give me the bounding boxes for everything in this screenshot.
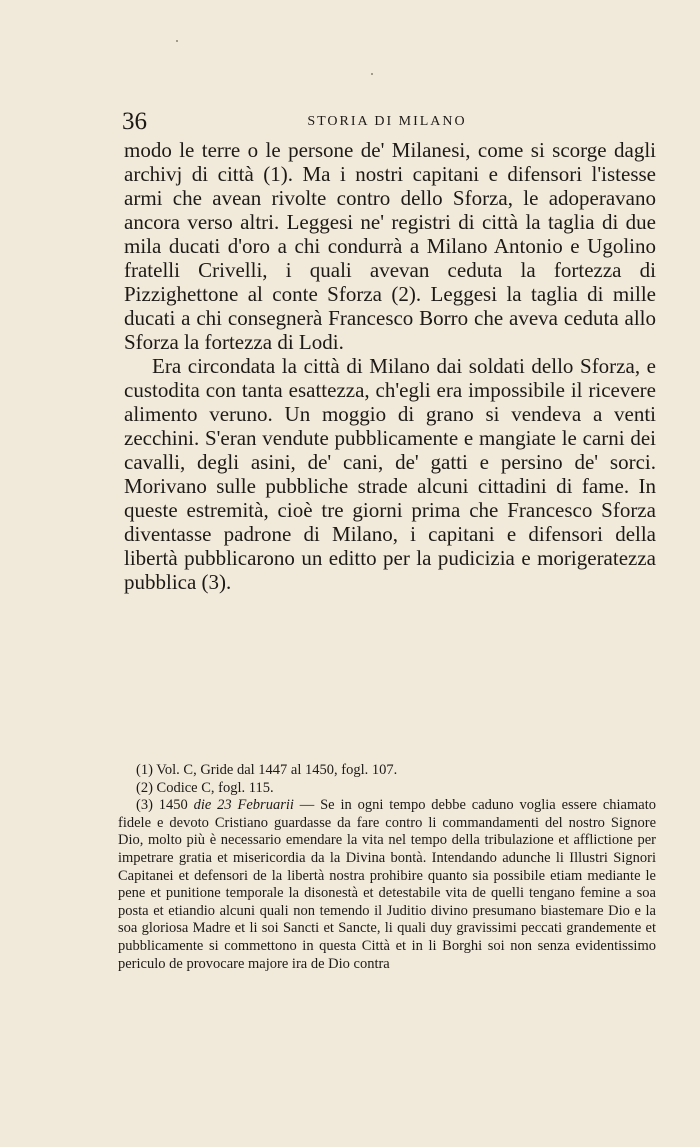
page-header xyxy=(118,108,656,136)
paragraph: Era circondata la città di Milano dai soldati dello Sforza, e custodita con tanta esattezza, ch'egli era impossibile il ricevere alimento veruno. Un moggio di grano si vendeva a venti zecchini. S'eran vendute pubblicamente e mangiate le carni dei cavalli, degli asini, de' cani, de' gatti e persino de' sorci. Morivano sulle pubbliche strade alcuni cittadini di fame. In queste estremità, cioè tre giorni prima che Francesco Sforza diventasse padrone di Milano, i capitani e difensori della libertà pubblicarono un editto per la pudicizia e morigeratezza pubblica (3). xyxy=(124,354,656,594)
running-title: STORIA DI MILANO xyxy=(307,114,467,129)
footnote-1: (1) Vol. C, Gride dal 1447 al 1450, fogl. 107. xyxy=(136,762,398,778)
footnote-2: (2) Codice C, fogl. 115. xyxy=(136,779,274,796)
paper-speck xyxy=(371,73,373,75)
footnote-3-date: die 23 Februarii xyxy=(193,797,294,814)
footnotes xyxy=(118,762,656,973)
footnote-3-text: — Se in ogni tempo debbe caduno voglia essere chiamato fidele e devoto Cristiano guardasse da fare contro li commandamenti del nostro Signore Dio, molto più è necessario emendare la vita nel tempo della tribulazione et afflictione per impetrare gratia et misericordia da la Divina bontà. Intendando adunche li Illustri Signori Capitanei et defensori de la libertà nostra prohibire quanto sia possibile etiam mediante le pene et punitione temporale la disonestà et detestabile vita de quelli tengano femine a soa posta et etiandio alcuni quali non temendo il Juditio divino presumano biastemare Dio e la soa gloriosa Madre et li soi Sancti et Sancte, li quali duy gravissimi peccati grandemente et pubblicamente si commettono in questa Città et in li Borghi soi non senza evidentissimo periculo de provocare majore ira de Dio contra xyxy=(118,797,656,972)
main-text xyxy=(124,138,656,594)
footnote-3-number: (3) 1450 xyxy=(136,797,194,814)
paragraph: modo le terre o le persone de' Milanesi, come si scorge dagli archivj di città (1). Ma i nostri capitani e difensori l'istesse armi che avean rivolte contro dello Sforza, le adoperavano ancora verso altri. Leggesi ne' registri di città la taglia di due mila ducati d'oro a chi condurrà a Milano Antonio e Ugolino fratelli Crivelli, i quali avevan ceduta la fortezza di Pizzighettone al conte Sforza (2). Leggesi la taglia di mille ducati a chi consegnerà Francesco Borro che aveva ceduta allo Sforza la fortezza di Lodi. xyxy=(124,138,656,354)
page-number: 36 xyxy=(122,108,147,135)
paper-speck xyxy=(176,40,178,42)
footnote-3 xyxy=(118,797,656,973)
